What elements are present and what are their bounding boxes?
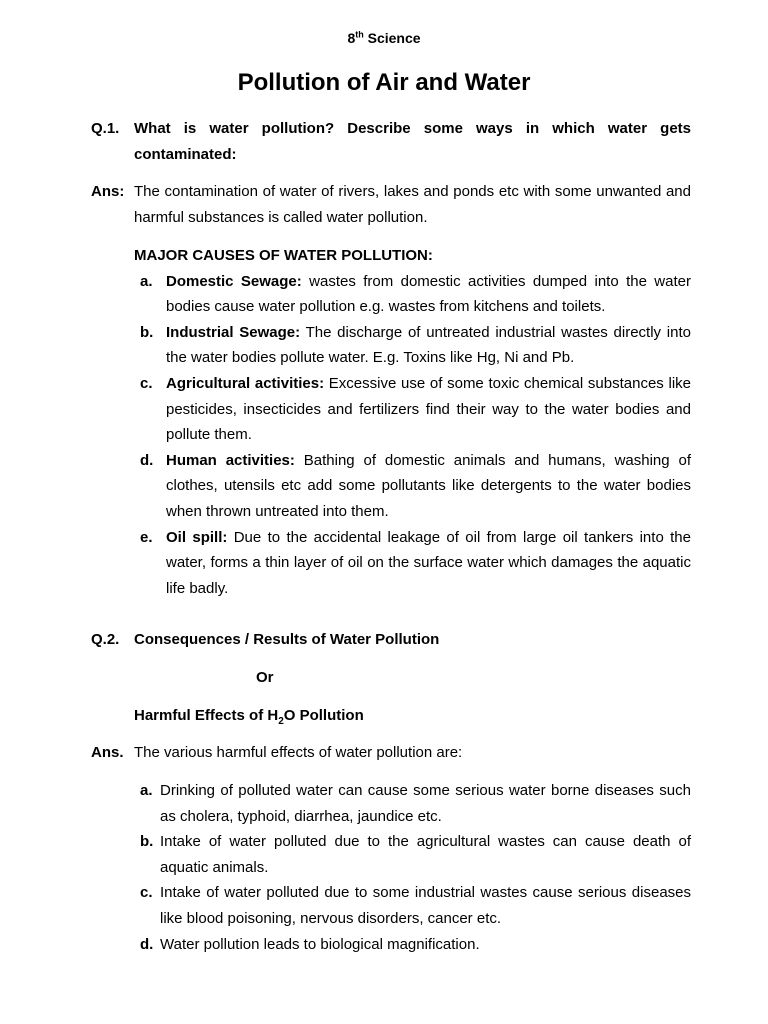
effect-marker: b.	[140, 833, 154, 851]
answer-1-label: Ans:	[91, 183, 125, 200]
cause-body	[166, 371, 691, 448]
cause-text: Excessive use of some toxic chemical substances like pesticides, insecticides and fertilizers find their way to the water bodies and pollute them.	[166, 374, 691, 444]
cause-item	[134, 320, 691, 371]
effect-item	[134, 778, 691, 829]
cause-body	[166, 525, 691, 602]
question-1-text: What is water pollution? Describe some ways in which water gets contaminated:	[134, 120, 691, 163]
grade-subject-header	[0, 26, 768, 52]
cause-text: Due to the accidental leakage of oil from large oil tankers into the water, forms a thin layer of oil on the surface water which damages the aquatic life badly.	[166, 528, 691, 597]
cause-body	[166, 320, 691, 371]
effect-text: Intake of water polluted due to some industrial wastes cause serious diseases like blood poisoning, nervous disorders, cancer etc.	[160, 884, 691, 927]
cause-item	[134, 269, 691, 320]
question-2-alt	[134, 703, 364, 729]
effect-text: Drinking of polluted water can cause some serious water borne diseases such as cholera, typhoid, diarrhea, jaundice etc.	[160, 782, 691, 825]
question-2-label: Q.2.	[91, 631, 120, 648]
cause-item	[134, 448, 691, 525]
effects-list	[134, 778, 691, 957]
effect-marker: a.	[140, 782, 153, 799]
cause-body	[166, 269, 691, 320]
cause-text: Bathing of domestic animals and humans, washing of clothes, utensils etc add some pollutants like detergents to the water bodies when thrown untreated into them.	[166, 451, 691, 520]
cause-item	[134, 371, 691, 448]
cause-term: Human activities:	[166, 451, 295, 469]
cause-marker: d.	[140, 451, 154, 469]
cause-marker: b.	[140, 323, 154, 341]
effects-section	[134, 778, 691, 957]
effect-text: Water pollution leads to biological magnification.	[160, 935, 480, 953]
cause-term: Agricultural activities:	[166, 374, 325, 392]
page-title: Pollution of Air and Water	[237, 69, 531, 96]
effect-marker: d.	[140, 935, 154, 953]
subject-name: Science	[367, 30, 421, 46]
answer-2	[91, 740, 691, 766]
alt-suffix: O Pollution	[283, 707, 364, 724]
cause-term: Industrial Sewage:	[166, 323, 301, 341]
effect-marker: c.	[140, 884, 153, 902]
cause-text: The discharge of untreated industrial wastes directly into the water bodies pollute water. E.g. Toxins like Hg, Ni and Pb.	[166, 323, 691, 367]
question-2-text: Consequences / Results of Water Pollution	[134, 631, 440, 648]
effect-item	[134, 829, 691, 880]
question-2	[91, 627, 691, 653]
cause-body	[166, 448, 691, 525]
answer-1	[91, 179, 691, 230]
effect-text: Intake of water polluted due to the agricultural wastes can cause death of aquatic animals.	[160, 833, 691, 876]
answer-1-text: The contamination of water of rivers, lakes and ponds etc with some unwanted and harmful substances is called water pollution.	[134, 183, 691, 226]
answer-2-label: Ans.	[91, 744, 124, 761]
cause-term: Domestic Sewage:	[166, 272, 302, 290]
question-1	[91, 116, 691, 167]
answer-2-text: The various harmful effects of water pollution are:	[134, 744, 463, 761]
cause-item	[134, 525, 691, 602]
cause-term: Oil spill:	[166, 528, 228, 546]
cause-marker: a.	[140, 272, 153, 290]
cause-text: wastes from domestic activities dumped into the water bodies cause water pollution e.g. wastes from kitchens and toilets.	[166, 272, 691, 316]
cause-marker: e.	[140, 528, 153, 546]
effect-item	[134, 932, 691, 958]
causes-list	[134, 269, 691, 602]
or-separator: Or	[256, 669, 274, 686]
alt-prefix: Harmful Effects of H	[134, 707, 279, 724]
grade-suffix: th	[355, 29, 364, 40]
cause-marker: c.	[140, 374, 153, 392]
effect-item	[134, 880, 691, 931]
causes-heading: MAJOR CAUSES OF WATER POLLUTION:	[134, 247, 433, 264]
question-1-label: Q.1.	[91, 120, 120, 137]
alt-subscript: 2	[278, 716, 284, 727]
grade-number: 8	[347, 30, 356, 46]
causes-section	[134, 243, 691, 601]
